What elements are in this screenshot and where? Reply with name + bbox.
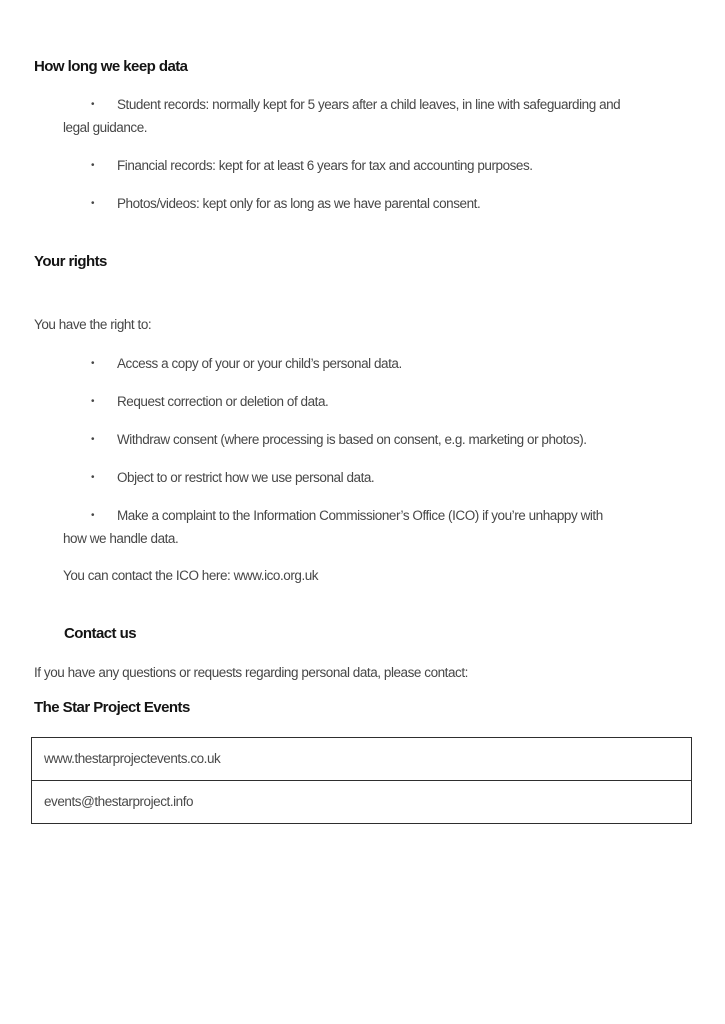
- bullet-icon: •: [91, 358, 95, 369]
- list-item: [63, 352, 692, 375]
- table-row: [32, 781, 692, 824]
- organisation-name: The Star Project Events: [34, 699, 190, 716]
- bullet-icon: •: [91, 434, 95, 445]
- bullet-text: Access a copy of your or your child’s personal data.: [117, 356, 402, 371]
- bullet-icon: •: [91, 160, 95, 171]
- heading-contact-us: Contact us: [64, 625, 137, 642]
- list-item: [63, 154, 692, 177]
- bullet-icon: •: [91, 99, 95, 110]
- bullet-text: Photos/videos: kept only for as long as we have parental consent.: [117, 196, 481, 211]
- bullet-text: Withdraw consent (where processing is based on consent, e.g. marketing or photos).: [117, 432, 587, 447]
- list-item: [63, 466, 692, 489]
- table-row: [32, 738, 692, 781]
- bullet-text-continued: legal guidance.: [63, 120, 148, 135]
- bullet-icon: •: [91, 198, 95, 209]
- rights-intro: You have the right to:: [34, 317, 152, 332]
- list-item: [63, 93, 692, 139]
- email-cell: events@thestarproject.info: [32, 781, 692, 824]
- bullet-icon: •: [91, 510, 95, 521]
- retention-bullet-list: [34, 93, 692, 215]
- bullet-icon: •: [91, 472, 95, 483]
- bullet-text: Make a complaint to the Information Commissioner’s Office (ICO) if you’re unhappy with: [117, 508, 603, 523]
- bullet-text: Student records: normally kept for 5 years after a child leaves, in line with safeguarding and: [117, 97, 621, 112]
- contact-details-table: [31, 737, 692, 824]
- bullet-icon: •: [91, 396, 95, 407]
- list-item: [63, 390, 692, 413]
- heading-how-long-we-keep-data: How long we keep data: [34, 58, 188, 75]
- rights-bullet-list: [34, 352, 692, 550]
- heading-your-rights: Your rights: [34, 253, 107, 270]
- ico-contact-line: You can contact the ICO here: www.ico.org.uk: [63, 568, 319, 583]
- bullet-text: Financial records: kept for at least 6 years for tax and accounting purposes.: [117, 158, 533, 173]
- bullet-text-continued: how we handle data.: [63, 531, 179, 546]
- website-cell: www.thestarprojectevents.co.uk: [32, 738, 692, 781]
- contact-intro: If you have any questions or requests regarding personal data, please contact:: [34, 665, 468, 680]
- list-item: [63, 504, 692, 550]
- list-item: [63, 192, 692, 215]
- list-item: [63, 428, 692, 451]
- bullet-text: Request correction or deletion of data.: [117, 394, 329, 409]
- bullet-text: Object to or restrict how we use personal data.: [117, 470, 375, 485]
